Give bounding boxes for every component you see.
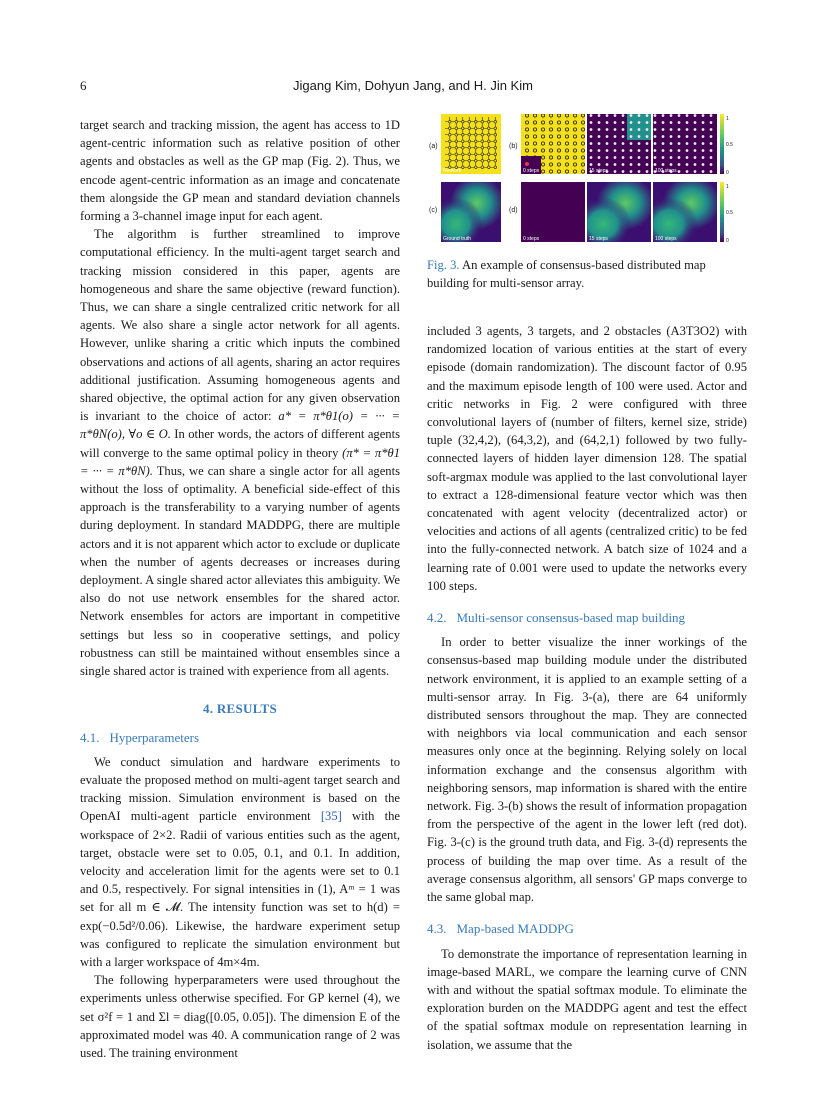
- paragraph-7: To demonstrate the importance of representation learning in image-based MARL, we compare the learning curve of CNN with and without the spatial softmax module. To eliminate the exploration burden on the MADDPG agent and test the effect of the spatial softmax module on representation learning in isolation, we assume that the: [427, 946, 747, 1052]
- label-network: Network: [443, 168, 462, 174]
- paragraph-1: target search and tracking mission, the agent has access to 1D agent-centric information such as relative position of other agents and obstacles as well as the GP map (Fig. 2). Thus, we encode agent-centric information as an image and concatenate them alongside the GP mean and standard deviation channels forming a 3-channel image input for each agent.: [80, 118, 400, 224]
- paragraph-3: We conduct simulation and hardware experiments to evaluate the proposed method on multi-agent target search and tracking mission. Simulation environment is based on the OpenAI multi-agent particle environment [35] with the workspace of 2×2. Radii of various entities such as the agent, target, obstacle were set to 0.05, 0.1, and 0.1. In addition, velocity and acceleration limit for the agents were set to 0.1 and 0.5, respectively. For signal intensities in (1), Aᵐ = 1 was set for all m ∈ 𝓜. The intensity function was set to h(d) = exp(−0.5d²/0.06). Likewise, the hardware experiment setup was configured to replicate the simulation environment but with a larger workspace of 4m×4m.: [80, 754, 401, 969]
- svg-text:1: 1: [726, 116, 729, 122]
- right-column: [427, 322, 747, 1054]
- figure-3: [427, 112, 747, 248]
- panel-label-d: (d): [509, 207, 518, 214]
- paragraph-6: In order to better visualize the inner workings of the consensus-based map building module under the distributed network environment, it is applied to an example setting of a multi-sensor array. In Fig. 3-(a), there are 64 uniformly distributed sensors throughout the map. They are connected with neighbors via local communication and each sensor measures only once at the beginning. Relying solely on local information exchange and the consensus algorithm with neighboring sensors, map information is shared with the entire network. Fig. 3-(b) shows the result of information propagation from the perspective of the agent in the lower left (red dot). Fig. 3-(c) is the ground truth data, and Fig. 3-(d) represents the process of building the map over time. As a result of the average consensus algorithm, all sensors' GP maps converge to the same global map.: [427, 635, 747, 905]
- figure-3-caption: [427, 256, 747, 292]
- paragraph-5: included 3 agents, 3 targets, and 2 obstacles (A3T3O2) with randomized location of various entities at the start of every episode (domain randomization). The discount factor of 0.95 and the maximum episode length of 100 were used. Actor and critic networks in Fig. 2 were configured with three convolutional layers of (number of filters, kernel size, stride) tuple (32,4,2), (64,3,2), and (64,2,1) followed by two fully-connected layers of hidden layer dimension 128. The spatial soft-argmax module was applied to the last convolutional layer to extract a 128-dimensional feature vector which was then concatenated with agent velocity (decentralized actor) or velocities and actions of all agents (centralized critic) to be fed into the fully-connected network. A batch size of 1024 and a learning rate of 0.001 were used to update the networks every 100 steps.: [427, 324, 747, 593]
- panel-d-step0: [521, 182, 585, 242]
- svg-text:0: 0: [726, 238, 729, 244]
- subsection-4-2-heading: 4.2. Multi-sensor consensus-based map building: [427, 610, 686, 626]
- equation-policy: (π* = π*θ1 = ··· = π*θN).: [80, 445, 400, 478]
- svg-text:0: 0: [726, 170, 729, 176]
- agent-red-dot: [525, 162, 529, 166]
- svg-text:1: 1: [726, 184, 729, 190]
- panel-label-a: (a): [429, 143, 438, 150]
- panel-label-c: (c): [429, 207, 438, 214]
- running-head-authors: Jigang Kim, Dohyun Jang, and H. Jin Kim: [293, 78, 533, 93]
- label-b-step100: 100 steps: [655, 168, 677, 174]
- sensor-network-graph: [445, 117, 497, 169]
- colorbar-top: [720, 114, 724, 174]
- paragraph-4: The following hyperparameters were used throughout the experiments unless otherwise specified. For GP kernel (4), we set σ²f = 1 and Σl = diag([0.05, 0.05]). The dimension E of the approximated model was 40. A communication range of 2 was used. The training environment: [80, 973, 400, 1060]
- panel-label-b: (b): [509, 143, 518, 150]
- section-title-results: 4. RESULTS: [202, 701, 278, 717]
- subsection-4-1-heading: 4.1. Hyperparameters: [80, 729, 200, 745]
- citation-link[interactable]: [35]: [320, 809, 342, 824]
- page-number: 6: [80, 78, 87, 93]
- subsection-4-3-heading: 4.3. Map-based MADDPG: [427, 921, 574, 937]
- caption-label: Fig. 3.: [427, 258, 460, 272]
- label-d-step100: 100 steps: [655, 236, 677, 242]
- label-b-step15: 15 steps: [589, 168, 608, 174]
- left-column: [80, 116, 400, 1062]
- caption-text: An example of consensus-based distributed map building for multi-sensor array.: [427, 258, 706, 291]
- colorbar-bottom: [720, 182, 724, 242]
- paragraph-2: The algorithm is further streamlined to improve computational efficiency. In the multi-agent target search and tracking mission considered in this paper, agents are homogeneous and share the same objective (reward function). Thus, we can share a single centralized critic network for all agents. We also share a single actor network for all agents. However, unlike sharing a critic which inputs the combined observations and actions of all agents, sharing an actor requires additional justification. Assuming homogeneous agents and shared objective, the optimal action for any given observation is invariant to the choice of actor: a* = π*θ1(o) = ··· = π*θN(o), ∀o ∈ O. In other words, the actors of different agents will converge to the same optimal policy in theory (π* = π*θ1 = ··· = π*θN). Thus, we can share a single actor for all agents without the loss of optimality. A beneficial side-effect of this approach is the transferability to a varying number of agents during deployment. In standard MADDPG, there are multiple actors and it is not apparent which actor to exclude or duplicate when the number of agents decreases or increases during deployment. A single shared actor alleviates this ambiguity. We also do not use network ensembles for the shared actor. Network ensembles for actors are important in competitive settings but less so in cooperative settings, and policy robustness can still be maintained without ensembles since a single shared actor is trained with experience from all agents.: [80, 227, 400, 679]
- label-d-step0: 0 steps: [523, 236, 540, 242]
- svg-text:0.5: 0.5: [726, 210, 733, 216]
- equation-actor: a* = π*θ1(o) = ··· = π*θN(o), ∀o ∈ O.: [80, 409, 400, 442]
- figure-3-graphic: [427, 112, 747, 248]
- label-ground-truth: Ground truth: [443, 236, 472, 242]
- svg-text:0.5: 0.5: [726, 142, 733, 148]
- label-d-step15: 15 steps: [589, 236, 608, 242]
- label-b-step0: 0 steps: [523, 168, 540, 174]
